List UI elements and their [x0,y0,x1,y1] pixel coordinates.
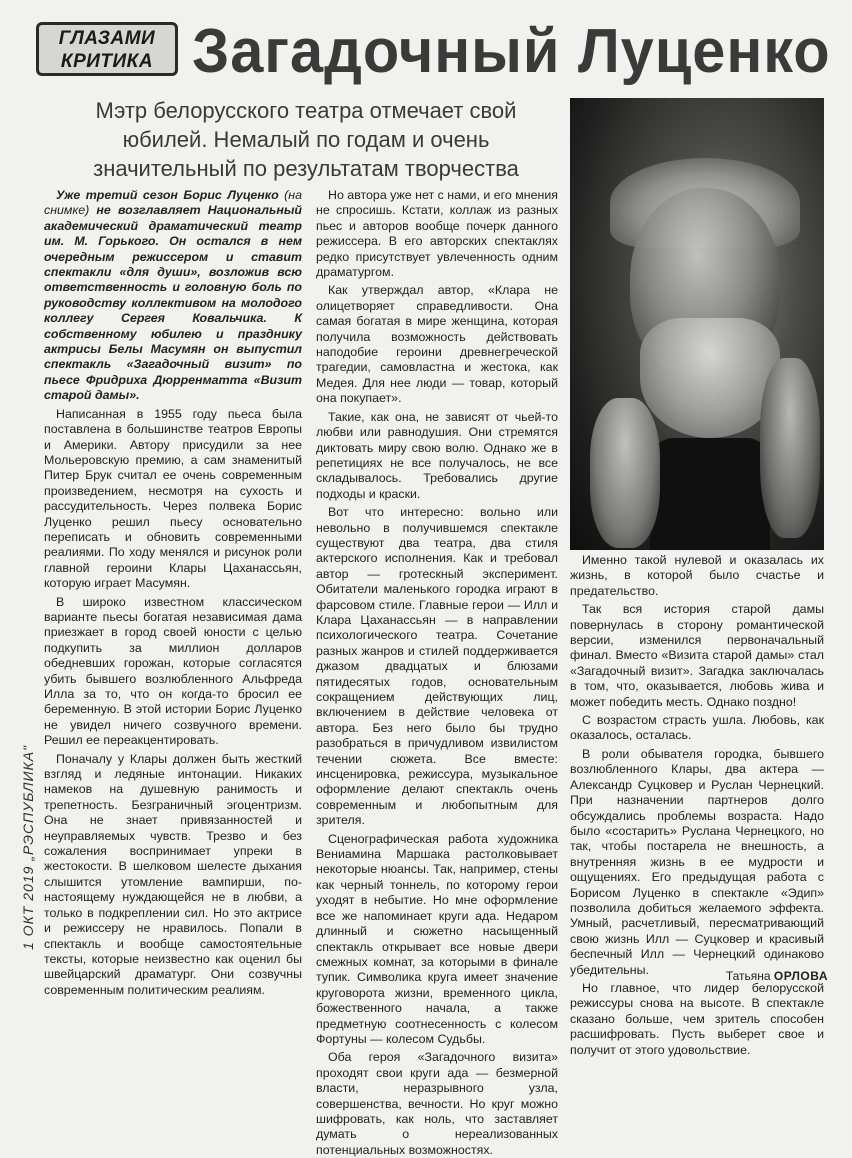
paragraph: Написанная в 1955 году пьеса была поставлена в большинстве театров Европы и Америки. Автору присудили за нее Мольеровскую премию, а сам знаменитый Питер Брук считал ее очень современным произведением, несмотря на сухость и рассудительность. Через полвека Борис Луценко решил пьесу основательно переписать и обновить современными реалиями. По ходу менялся и рисунок роли главной героини Клары Цаханассьян, которую играет Масумян. [44,406,302,591]
paragraph: Именно такой нулевой и оказалась их жизнь, в которой было счастье и предательство. [570,553,824,598]
author-byline [688,968,828,984]
rubric-box [36,22,178,76]
rubric-line-2: КРИТИКА [60,51,154,72]
paragraph: Вот что интересно: вольно или невольно в получившемся спектакле существуют два театра, два стиля актерского исполнения. Как и требовал автор — гротескный эксперимент. Обитатели маленького городка играют в фарсовом стиле. Главные герои — Илл и Клара Цаханассьян — в направлении психологического театра. Сочетание разных жанров и стилей поддерживается джазом двадцатых и блюзами пятидесятых годов, основательным сокращением действующих лиц, включением в действие человека от автора. Без него было бы трудно разобраться в причудливом извилистом течении сюжета. Все вместе: инсценировка, режиссура, музыкальное оформление делают спектакль очень современным и любопытным для зрителя. [316,505,558,828]
paragraph: Но главное, что лидер белорусской режиссуры снова на высоте. В спектакле сказано больше, чем зритель способен расшифровать. Пусть выберет свое и получит от этого удовольствие. [570,980,824,1057]
photo-hand-right-shape [760,358,820,538]
headline: Загадочный Луценко [192,17,831,86]
intro-paragraph [44,188,302,404]
paragraph: Такие, как она, не зависят от чьей-то любви или равнодушия. Они стремятся диктовать миру свою волю. Однако же в репетициях не все получалось, не все складывалось. Требовались другие подходы и краски. [316,409,558,501]
paragraph: Сценографическая работа художника Вениамина Маршака растолковывает некоторые нюансы. Так, например, стены как черный тоннель, по которому герои уходят в небытие. Но мне оформление все же напоминает круги ада. Недаром длинный и сюжетно насыщенный спектакль открывает все новые двери смежных комнат, за которыми в финале тупик. Символика круга имеет значение круговорота жизни, временного цикла, божественного начала, а также предметную соотнесенность с колесом Фортуны — колесом Судьбы. [316,831,558,1046]
column-2 [316,188,558,1157]
lead-subtitle: Мэтр белорусского театра отмечает свой юбилей. Немалый по годам и очень значительный по результатам творчества [93,98,519,181]
paragraph: Но автора уже нет с нами, и его мнения не спросишь. Кстати, коллаж из разных пьес и авторов вообще почерк данного режиссера. В его авторских спектаклях редко присутствует увлеченность одним драматургом. [316,188,558,280]
photo-beard-shape [640,318,780,438]
author-last-name: ОРЛОВА [773,969,828,983]
paragraph: В широко известном классическом варианте пьесы богатая независимая дама приезжает в город своей юности с целью подкупить за миллион долларов обедневших горожан, которые согласятся убить бывшего возлюбленного Альфреда Илла за то, что он когда-то бросил ее беременную. В этой истории Борис Луценко не увидел ничего созвучного времени. Решил ее переакцентировать. [44,594,302,748]
intro-text-c: не возглавляет Национальный академический драматический театр им. М. Горького. Он остался в нем очередным режиссером и ставит спектакли «для души», возложив всю ответственность и головную боль по руководству коллективом на молодого коллегу Сергея Ковальчика. К собственному юбилею и празднику актрисы Белы Масумян он выпустил спектакль «Загадочный визит» по пьесе Фридриха Дюрренматта «Визит старой дамы». [44,203,302,403]
date-stamp: 1 ОКТ 2019 „РЭСПУБЛИКА" [20,744,36,950]
photo-scarf-shape [650,438,770,550]
paragraph: Оба героя «Загадочного визита» проходят свои круги ада — безмерной власти, неразрывного узла, совершенства, вечности. Но круг можно шифровать, как ноль, что заставляет думать о нереализованных потенциальных возможностях. [316,1050,558,1157]
author-first-name: Татьяна [725,969,771,983]
column-1 [44,188,302,997]
photo-hand-left-shape [590,398,660,548]
paragraph: Как утверждал автор, «Клара не олицетворяет справедливости. Она самая богатая в мире женщина, которая получила возможность действовать наподобие героини древнегреческой трагедии, самовластна и жестока, как Медея. Для нее люди — товар, который она покупает». [316,283,558,406]
portrait-photo [570,98,824,550]
paragraph: С возрастом страсть ушла. Любовь, как оказалось, осталась. [570,713,824,743]
intro-text-a: Уже третий сезон Борис Луценко [56,188,285,202]
rubric-line-1: ГЛАЗАМИ [58,28,156,49]
paragraph: Так вся история старой дамы повернулась в сторону романтической версии, изменился первоначальный финал. Вместо «Визита старой дамы» стал «Загадочный визит». Загадка заключалась в том, что, оказывается, любовь жива и может победить месть. Однако поздно! [570,602,824,709]
paragraph: В роли обывателя городка, бывшего возлюбленного Клары, два актера — Александр Суцковер и Руслан Чернецкий. При назначении партнеров долго обсуждались проблемы возраста. Надо было «состарить» Руслана Чернецкого, но так, чтобы постарела не внешность, а внутренняя жизнь в ее мудрости и ощущениях. Его предыдущая работа с Борисом Луценко в спектакле «Эдип» позволила добиться желаемого эффекта. Умный, расчетливый, пересматривающий свою жизнь Илл — Суцковер и красивый беспечный Илл — Чернецкий одинаково убедительны. [570,746,824,977]
paragraph: Поначалу у Клары должен быть жесткий взгляд и ледяные интонации. Никаких намеков на душевную ранимость и трепетность. Безграничный эгоцентризм. Она не знает привязанностей и неуправляемых чувств. Трезво и без сожаления воспринимает упреки в жестокости. В шелковом шелесте дыхания слышится утомление вампирши, по-настоящему нуждающейся не в любви, а только в подкреплении сил. Но это актрисе и режиссеру не нравилось. Попали в спектакль и вообще самостоятельные тексты, которые неизвестно как оценил бы швейцарский драматург. Они созвучны современным политическим реалиям. [44,751,302,997]
intro-photo-note: (на снимке) [44,188,302,218]
